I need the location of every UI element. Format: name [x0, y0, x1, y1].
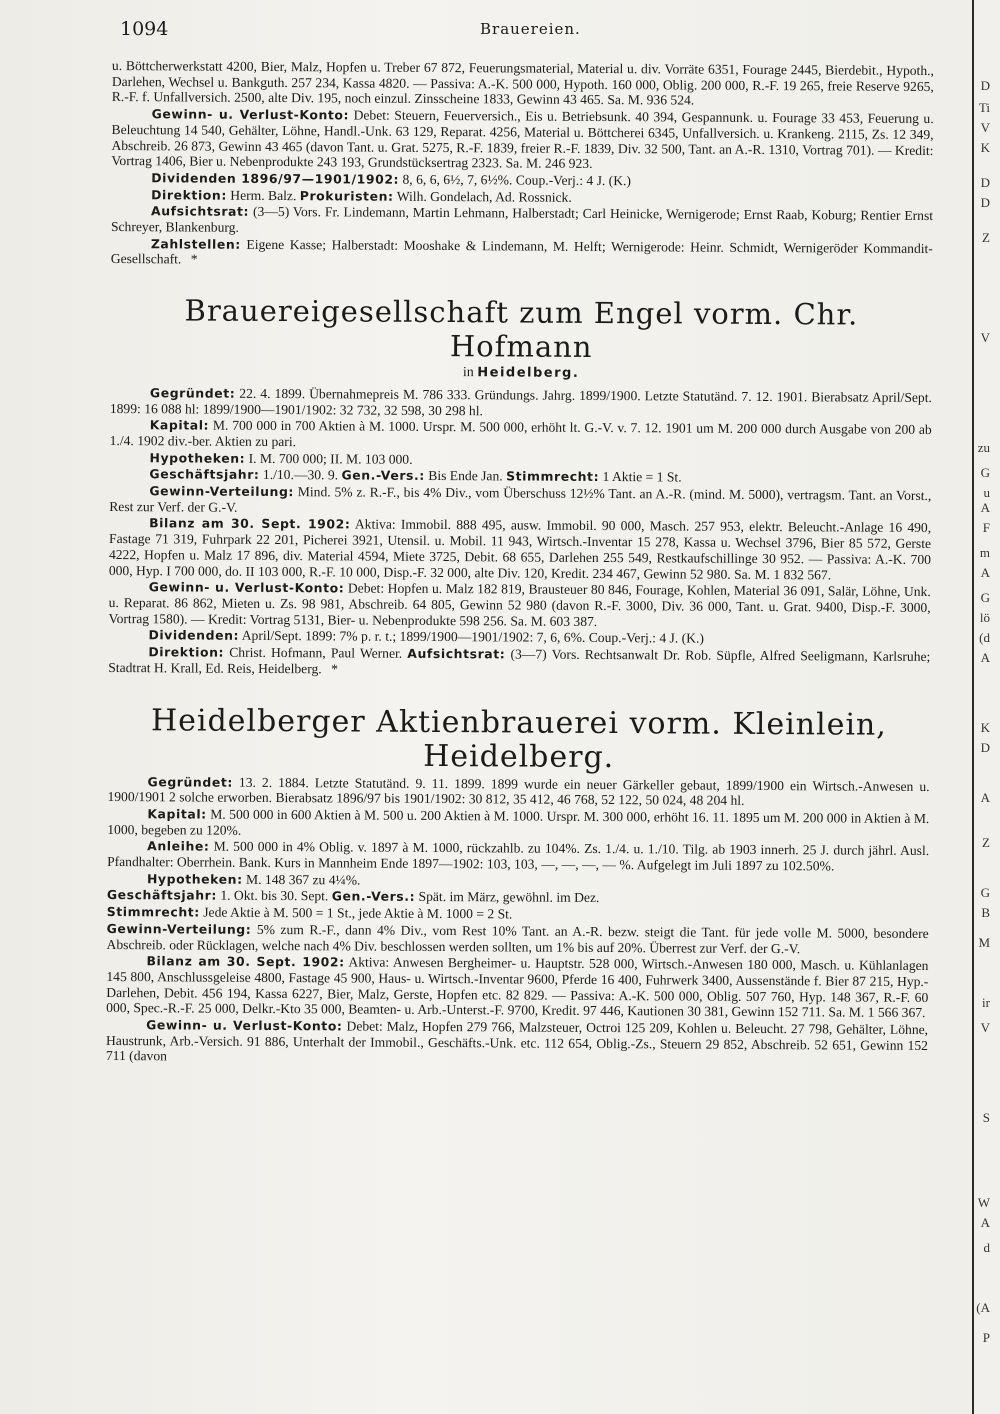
end-mark: *: [331, 661, 338, 677]
founded-entry: [110, 385, 932, 421]
text: Mind. 5% z. R.-F., bis 4% Div., vom Überschuss 12½% Tant. an A.-R. (mind. M. 5000), vertragsm. Tant. an Vorst., Rest zur Verf. der G.-V.: [109, 484, 932, 515]
text: 13. 2. 1884. Letzte Statutänd. 9. 11. 1899. 1899 wurde ein neuer Gärkeller gebaut, 1899/1900 ein Wirtsch.-Anwesen u. 1900/1901 2 solche erworben. Bierabsatz 1896/97 bis 1901/1902: 30 812, 35 412, 46 768, 52 122, 50 024, 48 204 hl.: [107, 774, 930, 809]
edge-fragment: A: [980, 500, 990, 515]
section1-supervisory-board: [111, 203, 933, 239]
text: M. 700 000 in 700 Aktien à M. 1000. Urspr. M. 500 000, erhöht lt. G.-V. v. 7. 12. 1901 um M. 200 000 durch Ausgabe von 200 ab 1./4. 1902 div.-ber. Aktien zu pari.: [109, 417, 932, 450]
label: Gewinn-Verteilung:: [106, 920, 252, 937]
text: Debet: Steuern, Feuerversich., Eis u. Betriebsunk. 40 394, Gespannunk. u. Fourage 33 453, Feuerung u. Beleuchtung 14 540, Gehälter, Löhne, Handl.-Unk. 63 129, Reparat. 4256, Material u. Böttcherei 6345, Unfallversich. u. Krankeng. 2115, Zs. 12 349, Abschreib. 26 873, Gewinn 43 465 (davon Tant. u. Grat. 5275, R.-F. 1839, freier R.-F. 1839, Div. 32 500, Tant. an A.-R. 1310, Vortrag 701). — Kredit: Vortrag 1406, Bier u. Nebenprodukte 243 193, Grundstücksertrag 2323. Sa. M. 246 923.: [111, 107, 934, 172]
text: Aktiva: Anwesen Bergheimer- u. Hauptstr. 528 000, Wirtsch.-Anwesen 180 000, Masch. u. Kühlanlagen 145 800, Anschlussgeleise 4800, Fastage 45 900, Haus- u. Wirtsch.-Inventar 9600, Pferde 16 400, Fuhrwerk 3400, Aussenstände f. Bier 87 215, Hyp.-Darlehen, Debit. 456 194, Kassa 6227, Bier, Malz, Gerste, Hopfen etc. 82 829. — Passiva: A.-K. 500 000, Oblig. 507 760, Hyp. 148 367, R.-F. 60 000, Spec.-R.-F. 25 000, Delkr.-Kto 35 000, Beamten- u. Arb.-Unterst.-F. 9700, Kredit. 97 446, Kautionen 30 381, Gewinn 152 711. Sa. M. 1 566 367.: [106, 954, 929, 1021]
text: M. 148 367 zu 4¼%.: [246, 871, 361, 888]
label: Kapital:: [149, 417, 210, 433]
edge-fragment: G: [980, 885, 990, 900]
edge-fragment: u: [983, 485, 990, 500]
text: Wilh. Gondelach, Ad. Rossnick.: [396, 188, 572, 205]
edge-fragment: A: [980, 790, 990, 805]
edge-fragment: P: [982, 1330, 990, 1345]
text: Aktiva: Immobil. 888 495, ausw. Immobil. 90 000, Masch. 257 953, elektr. Beleucht.-Anlage 16 490, Fastage 71 319, Fuhrpark 22 201, Picherei 3921, Utensil. u. Mobil. 11 943, Wirtsch.-Inventar 15 278, Kassa u. Wechsel 3796, Bier 85 572, Gerste 4222, Hopfen u. Malz 17 896, div. Material 4594, Miete 3725, Debit. 68 655, Darlehen 255 549, Restkaufschillinge 30 952. — Passiva: A.-K. 700 000, Hyp. I 700 000, do. II 103 000, R.-F. 10 000, Disp.-F. 32 000, alte Div. 120, Kredit. 234 467, Gewinn 52 980. Sa. M. 1 832 567.: [108, 516, 932, 582]
end-mark: *: [190, 251, 198, 267]
edge-fragment: D: [980, 175, 990, 190]
running-head: Brauereien.: [480, 20, 581, 38]
edge-fragment: B: [981, 905, 990, 920]
edge-fragment: d: [983, 1240, 990, 1255]
label: Anleihe:: [147, 838, 210, 854]
label: Bilanz am 30. Sept. 1902:: [149, 515, 351, 532]
text: Eigene Kasse; Halberstadt: Mooshake & Lindemann, M. Helft; Wernigerode: Heinr. Schmidt, Wernigeröder Kommandit-Gesellschaft.: [110, 236, 933, 267]
text: Christ. Hofmann, Paul Werner.: [229, 644, 403, 661]
section1-gv: [111, 106, 933, 174]
label: Dividenden 1896/97—1901/1902:: [151, 170, 400, 187]
edge-fragment: S: [982, 1110, 990, 1125]
label: Dividenden:: [148, 627, 240, 644]
edge-fragment: (A: [976, 1300, 990, 1315]
capital-entry: [110, 417, 932, 453]
label: Hypotheken:: [149, 449, 246, 466]
edge-fragment: V: [980, 120, 990, 135]
text: 8, 6, 6, 6½, 7, 6½%. Coup.-Verj.: 4 J. (K.): [402, 171, 632, 189]
label: Aufsichtsrat:: [151, 203, 250, 220]
page-header: [120, 18, 940, 42]
label: Gewinn-Verteilung:: [149, 483, 295, 500]
label: Zahlstellen:: [150, 235, 241, 252]
label: Gewinn- u. Verlust-Konto:: [151, 106, 350, 123]
section1-intro: u. Böttcherwerkstatt 4200, Bier, Malz, Hopfen u. Treber 67 872, Feuerungsmaterial, Material u. div. Vorräte 6351, Fourage 2445, Bierdebit., Hypoth., Darlehen, Wechsel u. Bankguth. 257 234, Kassa 4820. — Passiva: A.-K. 500 000, Hypoth. 160 000, Oblig. 200 000, R.-F. 19 265, freie Reserve 9265, R.-F. f. Unfallversich. 2500, alte Div. 195, noch einzul. Zinsscheine 1833, Gewinn 43 465. Sa. M. 936 524.: [111, 58, 934, 108]
label: Direktion:: [151, 186, 227, 203]
edge-fragment: F: [982, 520, 990, 535]
text: 1./10.—30. 9.: [262, 467, 339, 483]
label: Gewinn- u. Verlust-Konto:: [146, 1017, 343, 1034]
label: Stimmrecht:: [106, 904, 200, 920]
edge-fragment: zu: [977, 440, 990, 455]
label: Gewinn- u. Verlust-Konto:: [148, 579, 345, 596]
edge-fragment: D: [980, 78, 990, 93]
text: April/Sept. 1899: 7% p. r. t.; 1899/1900—1901/1902: 7, 6, 6%. Coup.-Verj.: 4 J. (K.): [241, 628, 704, 647]
edge-fragment: G: [980, 590, 990, 605]
edge-fragment: K: [980, 140, 990, 155]
text: Jede Aktie à M. 500 = 1 St., jede Aktie à M. 1000 = 2 St.: [203, 904, 513, 922]
edge-fragment: (d: [979, 630, 990, 645]
edge-fragment: Z: [982, 230, 990, 245]
label: Geschäftsjahr:: [149, 466, 260, 483]
label: Gegründet:: [147, 773, 233, 790]
edge-fragment: G: [980, 465, 990, 480]
text: 5% zum R.-F., dann 4% Div., vom Rest 10% Tant. an A.-R. bezw. steigt die Tant. für jede volle M. 5000, besondere Abschreib. oder Rücklagen, welche nach 4% Div. beschlossen werden sollten, um 1% bis auf 20%. Überrest zur Verf. der G.-V.: [106, 921, 929, 956]
edge-fragment: V: [980, 1020, 990, 1035]
page-content: [106, 58, 934, 1070]
loan-entry: [107, 838, 929, 874]
text: 1 Aktie = 1 St.: [602, 469, 682, 485]
edge-fragment: Ti: [978, 100, 990, 115]
company-title: Brauereigesellschaft zum Engel vorm. Chr. Hofmann: [184, 293, 859, 365]
label: Gen.-Vers.:: [331, 888, 416, 905]
label: Gen.-Vers.:: [341, 467, 425, 484]
location-city: Heidelberg.: [477, 365, 580, 382]
edge-fragment: V: [980, 330, 990, 345]
label: Stimmrecht:: [506, 468, 600, 485]
page-number: 1094: [120, 18, 169, 40]
profit-distribution-entry: [109, 483, 931, 519]
edge-fragment: D: [980, 740, 990, 755]
company-location: [110, 363, 932, 384]
text: (3—7) Vors. Rechtsanwalt Dr. Rob. Süpfle, Alfred Seeligmann, Karlsruhe; Stadtrat H. Krall, Ed. Reis, Heidelberg.: [108, 646, 931, 677]
label: Geschäftsjahr:: [106, 887, 217, 904]
text: 22. 4. 1899. Übernahmepreis M. 786 333. Gründungs. Jahrg. 1899/1900. Letzte Statutänd. 7. 12. 1901. Bierabsatz April/Sept. 1899: 16 088 hl: 1899/1900—1901/1902: 32 732, 32 598, 30 298 hl.: [109, 385, 932, 418]
edge-fragment: A: [980, 1215, 990, 1230]
text: Spät. im März, gewöhnl. im Dez.: [418, 889, 600, 906]
text: M. 500 000 in 600 Aktien à M. 500 u. 200 Aktien à M. 1000. Urspr. M. 300 000, erhöht 16. 11. 1895 um M. 200 000 in Aktien à M. 1000, begeben zu 120%.: [107, 806, 930, 838]
capital-entry: [107, 806, 929, 842]
text: Bis Ende Jan.: [428, 468, 503, 484]
edge-fragment: M: [978, 935, 990, 950]
text: 1. Okt. bis 30. Sept.: [220, 888, 329, 904]
edge-fragment: A: [980, 565, 990, 580]
edge-fragment: A: [980, 650, 990, 665]
text: I. M. 700 000; II. M. 103 000.: [248, 450, 413, 467]
adjacent-page-edge: [972, 0, 1000, 1414]
text: Herm. Balz.: [230, 187, 297, 203]
edge-fragment: lö: [979, 610, 990, 625]
text: Debet: Malz, Hopfen 279 766, Malzsteuer, Octroi 125 209, Kohlen u. Beleucht. 27 798, Gehälter, Löhne, Haustrunk, Arb.-Versich. 91 886, Unterhalt der Immobil., Geschäfts.-Unk. etc. 112 654, Oblig.-Zs., Steuern 29 852, Abschreib. 52 651, Gewinn 152 711 (davon: [105, 1018, 929, 1064]
label: Gegründet:: [149, 385, 236, 401]
label: Bilanz am 30. Sept. 1902:: [146, 953, 345, 970]
text: (3—5) Vors. Fr. Lindemann, Martin Lehmann, Halberstadt; Carl Heinicke, Wernigerode; Ernst Raab, Koburg; Rentier Ernst Schreyer, Blankenburg.: [110, 204, 934, 235]
balance-entry: [106, 953, 928, 1021]
label: Prokuristen:: [299, 187, 394, 204]
text: M. 500 000 in 4% Oblig. v. 1897 à M. 1000, rückzahlb. zu 104%. Zs. 1./4. u. 1./10. Tilg. ab 1903 innerh. 25 J. durch jährl. Ausl. Pfandhalter: Oberrhein. Bank. Kurs in Mannheim Ende 1897—1902: 103, 103, —, —, —, — %. Aufgelegt im Juli 1897 zu 102.50%.: [107, 838, 930, 874]
location-prefix: in: [462, 365, 474, 381]
label: Aufsichtsrat:: [407, 645, 506, 662]
company-title: Heidelberger Aktienbrauerei vorm. Kleinlein, Heidelberg.: [150, 702, 887, 775]
edge-fragment: Z: [982, 835, 990, 850]
profit-loss-entry: [106, 1017, 928, 1069]
text: Debet: Hopfen u. Malz 182 819, Brausteuer 80 846, Fourage, Kohlen, Material 36 091, Salär, Löhne, Unk. u. Reparat. 86 862, Mieten u. Zs. 98 981, Abschreib. 64 805, Gewinn 52 980 (davon R.-F. 3000, Div. 36 000, Tant. u. Grat. 9400, Disp.-F. 3000, Vortrag 1580). — Kredit: Vortrag 5131, Bier- u. Nebenprodukte 598 256. Sa. M. 603 387.: [108, 580, 931, 629]
label: Hypotheken:: [146, 870, 243, 887]
direction-entry: [108, 644, 930, 680]
profit-distribution-entry: [107, 921, 929, 957]
edge-fragment: m: [979, 545, 990, 560]
section1-paying-agents: [111, 236, 933, 272]
label: Kapital:: [147, 806, 207, 822]
edge-fragment: K: [980, 720, 990, 735]
label: Direktion:: [148, 644, 225, 660]
edge-fragment: ir: [982, 995, 990, 1010]
edge-fragment: D: [980, 195, 990, 210]
founded-entry: [107, 773, 929, 809]
profit-loss-entry: [109, 579, 931, 631]
edge-fragment: W: [977, 1195, 990, 1210]
balance-entry: [109, 515, 931, 583]
